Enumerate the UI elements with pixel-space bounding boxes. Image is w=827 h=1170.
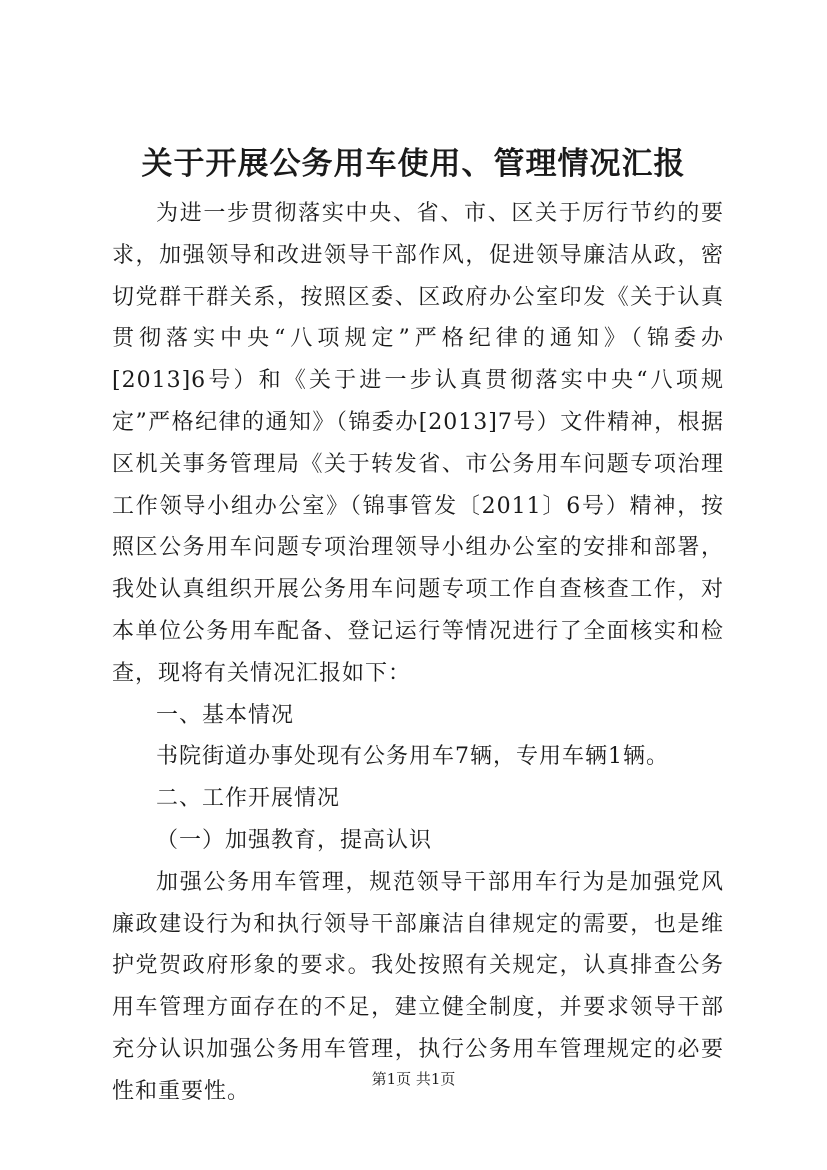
basic-situation-paragraph: 书院街道办事处现有公务用车7辆，专用车辆1辆。 — [156, 744, 669, 770]
intro-paragraph: 为进一步贯彻落实中央、省、市、区关于厉行节约的要求，加强领导和改进领导干部作风，促进领导廉洁从政，密切党群干群关系，按照区委、区政府办公室印发《关于认真贯彻落实中央“八项规定”严格纪律的通知》（锦委办[2013]6号）和《关于进一步认真贯彻落实中央“八项规定”严格纪律的通知》（锦委办[2013]7号）文件精神，根据区机关事务管理局《关于转发省、市公务用车问题专项治理工作领导小组办公室》（锦事管发〔2011〕6号）精神，按照区公务用车问题专项治理领导小组办公室的安排和部署，我处认真组织开展公务用车问题专项工作自查核查工作，对本单位公务用车配备、登记运行等情况进行了全面核实和检查，现将有关情况汇报如下： — [112, 201, 724, 686]
education-paragraph: 加强公务用车管理，规范领导干部用车行为是加强党风廉政建设行为和执行领导干部廉洁自律规定的需要，也是维护党贺政府形象的要求。我处按照有关规定，认真排查公务用车管理方面存在的不足，建立健全制度，并要求领导干部充分认识加强公务用车管理，执行公务用车管理规定的必要性和重要性。 — [112, 869, 724, 1104]
page-footer: 第1页 共1页 — [371, 1070, 456, 1088]
section-heading-basic-situation: 一、基本情况 — [156, 702, 295, 728]
subsection-heading-education: （一）加强教育，提高认识 — [156, 827, 433, 853]
document-body — [112, 193, 724, 1113]
section-heading-work-progress: 二、工作开展情况 — [156, 786, 341, 812]
document-title: 关于开展公务用车使用、管理情况汇报 — [141, 146, 686, 182]
